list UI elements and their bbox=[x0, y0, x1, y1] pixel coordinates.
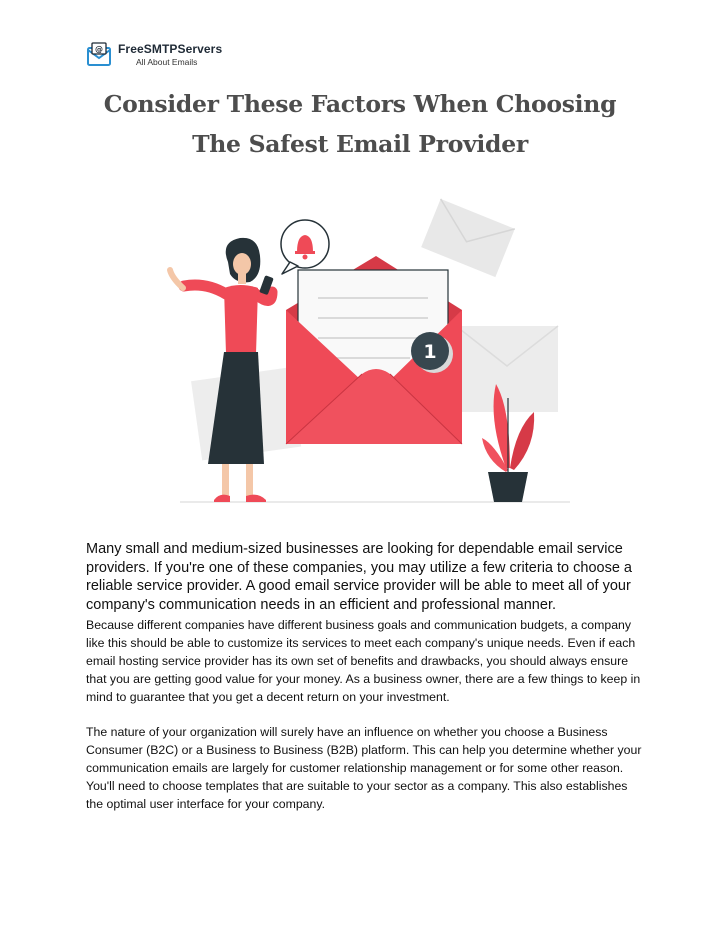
brand-text bbox=[118, 43, 222, 67]
notification-count: 1 bbox=[423, 341, 437, 363]
plant-pot bbox=[488, 472, 528, 502]
brand-name: FreeSMTPServers bbox=[118, 42, 223, 57]
article-body bbox=[86, 540, 642, 813]
envelope-at-icon bbox=[86, 42, 112, 68]
page-title bbox=[0, 84, 720, 164]
paragraph-intro: Many small and medium-sized businesses are looking for dependable email service providers. If you're one of these companies, you may utilize a few criteria to choose a reliable service provider. A good email service provider will be able to meet all of your company's communication needs in an efficient and professional manner. bbox=[86, 541, 632, 613]
page-title-line-1: Consider These Factors When Choosing bbox=[103, 90, 617, 118]
paragraph-third: The nature of your organization will surely have an influence on whether you choose a Business Consumer (B2C) or a Business to Business (B2B) platform. This can help you determine whether your communication emails are largely for customer relationship management or for some other reason. You'll need to choose templates that are suitable to your sector as a company. This also establishes the optimal user interface for your company. bbox=[86, 725, 642, 812]
bell-speech-bubble bbox=[281, 220, 329, 274]
email-provider-illustration bbox=[150, 198, 580, 510]
paragraph-second: Because different companies have different business goals and communication budgets, a company like this should be able to customize its services to meet each company's unique needs. Even if each email hosting service provider has its own set of benefits and drawbacks, you should always ensure that you are getting good value for your money. As a business owner, there are a few things to keep in mind to guarantee that you get a decent return on your investment. bbox=[86, 618, 641, 705]
svg-text:@: @ bbox=[95, 45, 103, 54]
background-envelope-top bbox=[421, 199, 515, 277]
paragraph-spacer bbox=[86, 706, 642, 723]
woman-figure bbox=[170, 238, 274, 502]
brand-tagline: All About Emails bbox=[136, 57, 198, 68]
brand-logo bbox=[86, 42, 222, 68]
page-title-line-2: The Safest Email Provider bbox=[192, 130, 528, 158]
background-envelope-right bbox=[456, 326, 558, 412]
